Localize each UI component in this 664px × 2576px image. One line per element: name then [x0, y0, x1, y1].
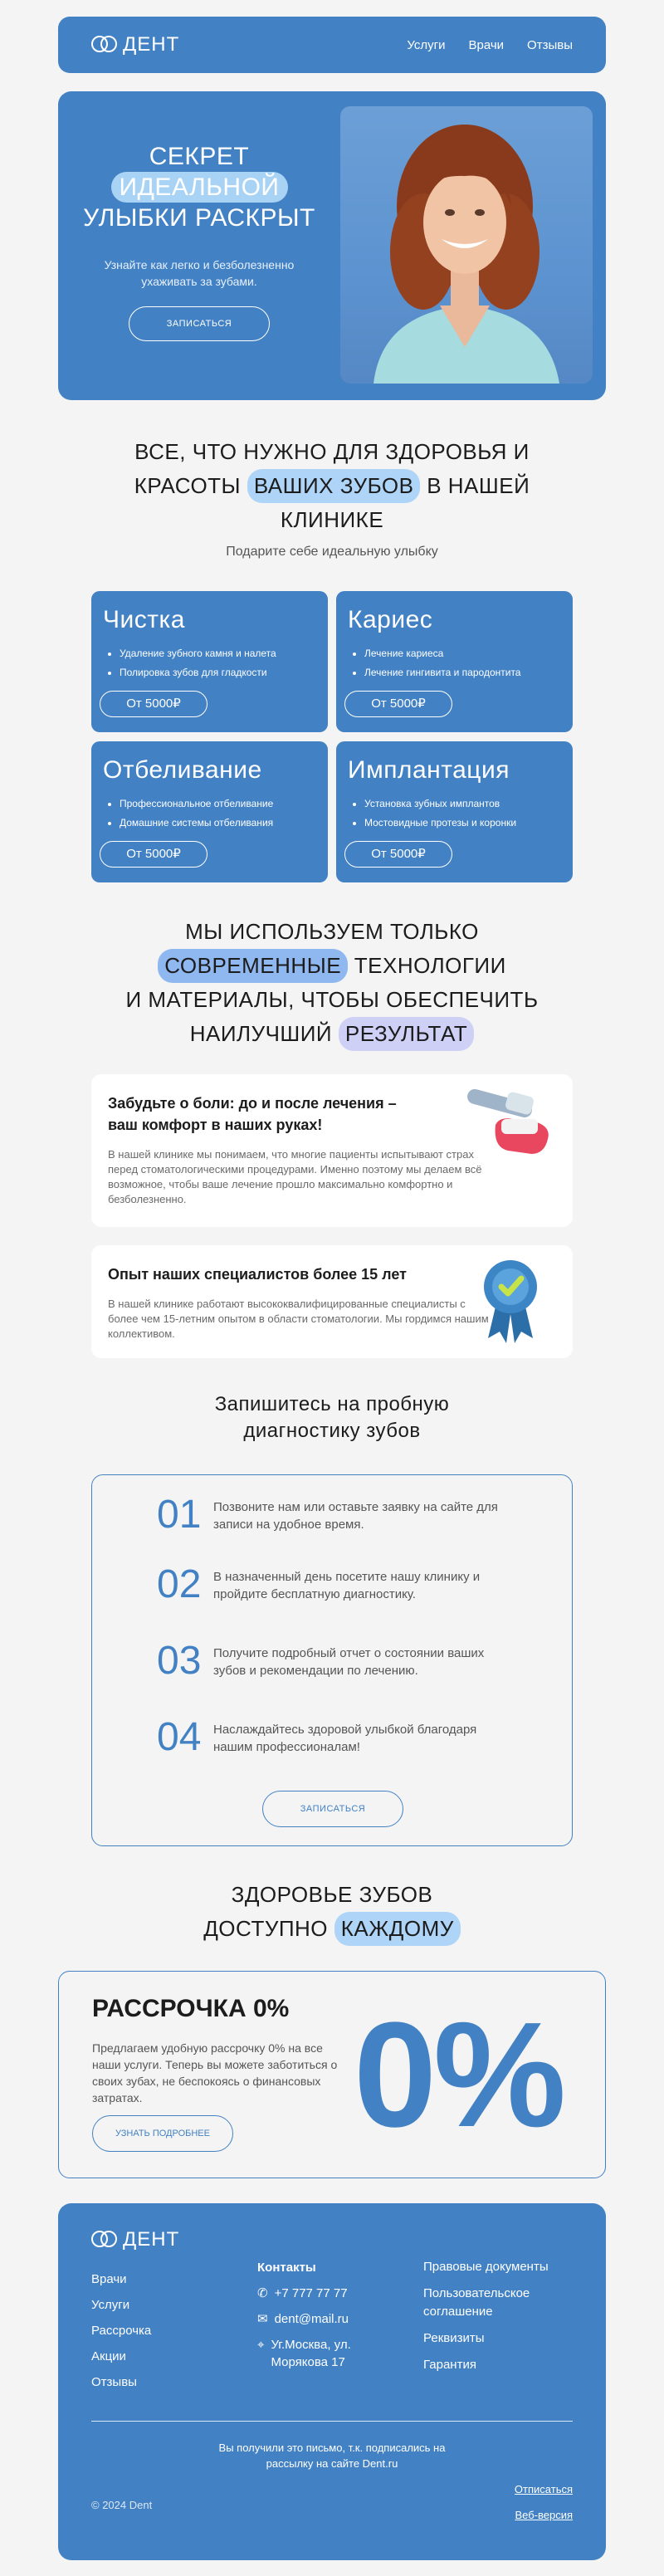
contact-phone[interactable]: ✆ +7 777 77 77 [257, 2286, 348, 2300]
step-text: Получите подробный отчет о состоянии ваших зубов и рекомендации по лечению. [213, 1646, 485, 1678]
logo-icon [91, 2231, 118, 2249]
feature-card-experience [91, 1245, 573, 1358]
installment-title: РАССРОЧКА 0% [92, 1995, 290, 2022]
step-text: Позвоните нам или оставьте заявку на сайте для записи на удобное время. [213, 1500, 498, 1532]
feature-title: Забудьте о боли: до и после лечения – ваш комфорт в наших руках! [108, 1095, 397, 1133]
service-card-whitening[interactable] [91, 741, 328, 882]
service-list: • Лечение кариеса • Лечение гингивита и пародонтита [348, 644, 561, 682]
service-card-implants[interactable] [336, 741, 573, 882]
nav-reviews[interactable]: Отзывы [527, 37, 573, 52]
installment-card [58, 1971, 606, 2178]
location-pin-icon: ⌖ [257, 2338, 265, 2352]
brand-name: ДЕНТ [123, 2228, 180, 2251]
nav-doctors[interactable]: Врачи [468, 37, 505, 52]
copyright: © 2024 Dent [91, 2499, 153, 2511]
tech-highlight-result: РЕЗУЛЬТАТ [339, 1017, 474, 1051]
footer-link-promotions[interactable]: Акции [91, 2349, 126, 2363]
doc-agreement[interactable]: Пользовательское соглашение [423, 2286, 530, 2319]
services-title: ВСЕ, ЧТО НУЖНО ДЛЯ ЗДОРОВЬЯ И КРАСОТЫ ВАШИХ ЗУБОВ В НАШЕЙ КЛИНИКЕ [134, 439, 530, 532]
tech-highlight-modern: СОВРЕМЕННЫЕ [158, 949, 348, 983]
step-text: В назначенный день посетите нашу клинику и пройдите бесплатную диагностику. [213, 1570, 481, 1601]
health-title: ЗДОРОВЬЕ ЗУБОВ ДОСТУПНО КАЖДОМУ [58, 1878, 606, 1946]
price-button[interactable]: От 5000₽ [100, 841, 208, 868]
logo-icon [91, 36, 118, 54]
hero-title-highlight: ИДЕАЛЬНОЙ [111, 172, 288, 203]
footer-link-installment[interactable]: Рассрочка [91, 2324, 152, 2338]
mail-icon: ✉ [257, 2312, 268, 2326]
footer [58, 2203, 606, 2560]
subscription-notice: Вы получили это письмо, т.к. подписались на рассылку на сайте Dent.ru [218, 2442, 446, 2470]
installment-big-percent: 0% [354, 1992, 564, 2158]
footer-logo[interactable] [91, 2228, 179, 2251]
step-number: 03 [157, 1639, 202, 1683]
hero-banner [58, 91, 606, 400]
step-4 [157, 1715, 512, 1759]
steps-box [91, 1474, 573, 1846]
step-2 [157, 1562, 512, 1606]
price-button[interactable]: От 5000₽ [100, 691, 208, 717]
nav-services[interactable]: Услуги [407, 37, 446, 52]
step-text: Наслаждайтесь здоровой улыбкой благодаря нашим профессионалам! [213, 1723, 477, 1754]
service-name: Чистка [103, 606, 185, 633]
footer-divider [91, 2421, 573, 2422]
contact-address: ⌖ Уг.Москва, ул. Морякова 17 [257, 2338, 351, 2369]
footer-link-doctors[interactable]: Врачи [91, 2272, 127, 2286]
price-button[interactable]: От 5000₽ [344, 841, 452, 868]
price-button[interactable]: От 5000₽ [344, 691, 452, 717]
learn-more-button[interactable]: УЗНАТЬ ПОДРОБНЕЕ [92, 2115, 233, 2152]
service-list: • Удаление зубного камня и налета • Полировка зубов для гладкости [103, 644, 316, 682]
feature-text: В нашей клинике работают высококвалифицированные специалисты с более чем 15-летним опытом в области стоматологии. Мы гордимся нашим коллективом. [108, 1298, 489, 1340]
service-name: Отбеливание [103, 756, 262, 784]
contact-email[interactable]: ✉ dent@mail.ru [257, 2312, 349, 2326]
service-name: Кариес [348, 606, 433, 633]
service-card-cleaning[interactable] [91, 591, 328, 732]
service-name: Имплантация [348, 756, 510, 784]
contacts-title: Контакты [257, 2261, 316, 2275]
doc-legal[interactable]: Правовые документы [423, 2260, 549, 2274]
doctor-photo [340, 106, 593, 384]
feature-card-comfort [91, 1074, 573, 1227]
service-list: • Установка зубных имплантов • Мостовидные протезы и коронки [348, 794, 561, 833]
signup-button[interactable]: ЗАПИСАТЬСЯ [262, 1791, 403, 1827]
hero-signup-button[interactable]: ЗАПИСАТЬСЯ [129, 306, 270, 341]
footer-links [91, 2266, 151, 2395]
step-number: 04 [157, 1715, 202, 1759]
services-title-highlight: ВАШИХ ЗУБОВ [247, 469, 421, 503]
web-version-link[interactable]: Веб-версия [515, 2509, 573, 2521]
health-highlight: КАЖДОМУ [334, 1912, 461, 1946]
footer-link-services[interactable]: Услуги [91, 2298, 130, 2312]
footer-link-reviews[interactable]: Отзывы [91, 2375, 137, 2389]
step-3 [157, 1641, 512, 1681]
feature-text: В нашей клинике мы понимаем, что многие пациенты испытывают страх перед стоматологическими процедурами. Именно поэтому мы делаем всё возможное, чтобы ваше лечение прошло максимально комфортно и безболезненно. [108, 1148, 482, 1205]
doc-requisites[interactable]: Реквизиты [423, 2331, 485, 2345]
hero-text [58, 141, 340, 341]
service-list: • Профессиональное отбеливание • Домашние системы отбеливания [103, 794, 316, 833]
phone-icon: ✆ [257, 2286, 268, 2300]
hero-title: СЕКРЕТ ИДЕАЛЬНОЙ УЛЫБКИ РАСКРЫТ [83, 143, 315, 232]
hero-subtitle: Узнайте как легко и безболезненно ухаживать за зубами. [104, 258, 295, 288]
tech-title: МЫ ИСПОЛЬЗУЕМ ТОЛЬКО СОВРЕМЕННЫЕ ТЕХНОЛОГИИ И МАТЕРИАЛЫ, ЧТОБЫ ОБЕСПЕЧИТЬ НАИЛУЧШИЙ РЕЗУЛЬТАТ [58, 915, 606, 1051]
step-number: 02 [157, 1562, 202, 1606]
logo[interactable] [91, 33, 179, 56]
step-number: 01 [157, 1493, 202, 1537]
doc-guarantee[interactable]: Гарантия [423, 2358, 476, 2372]
service-card-caries[interactable] [336, 591, 573, 732]
step-1 [157, 1495, 512, 1535]
footer-contacts [257, 2258, 382, 2379]
unsubscribe-link[interactable]: Отписаться [514, 2483, 573, 2495]
feature-title: Опыт наших специалистов более 15 лет [108, 1266, 407, 1283]
award-ribbon-icon [473, 1254, 548, 1349]
brand-name: ДЕНТ [123, 33, 180, 56]
header [58, 17, 606, 73]
services-subtitle: Подарите себе идеальную улыбку [226, 545, 438, 559]
signup-title: Запишитесь на пробную диагностику зубов [214, 1393, 450, 1442]
main-nav [407, 38, 573, 52]
tooth-brace-icon [458, 1088, 558, 1166]
footer-docs [423, 2258, 573, 2374]
installment-text: Предлагаем удобную рассрочку 0% на все наши услуги. Теперь вы можете заботиться о своих зубах, не беспокоясь о финансовых затратах. [92, 2041, 338, 2104]
